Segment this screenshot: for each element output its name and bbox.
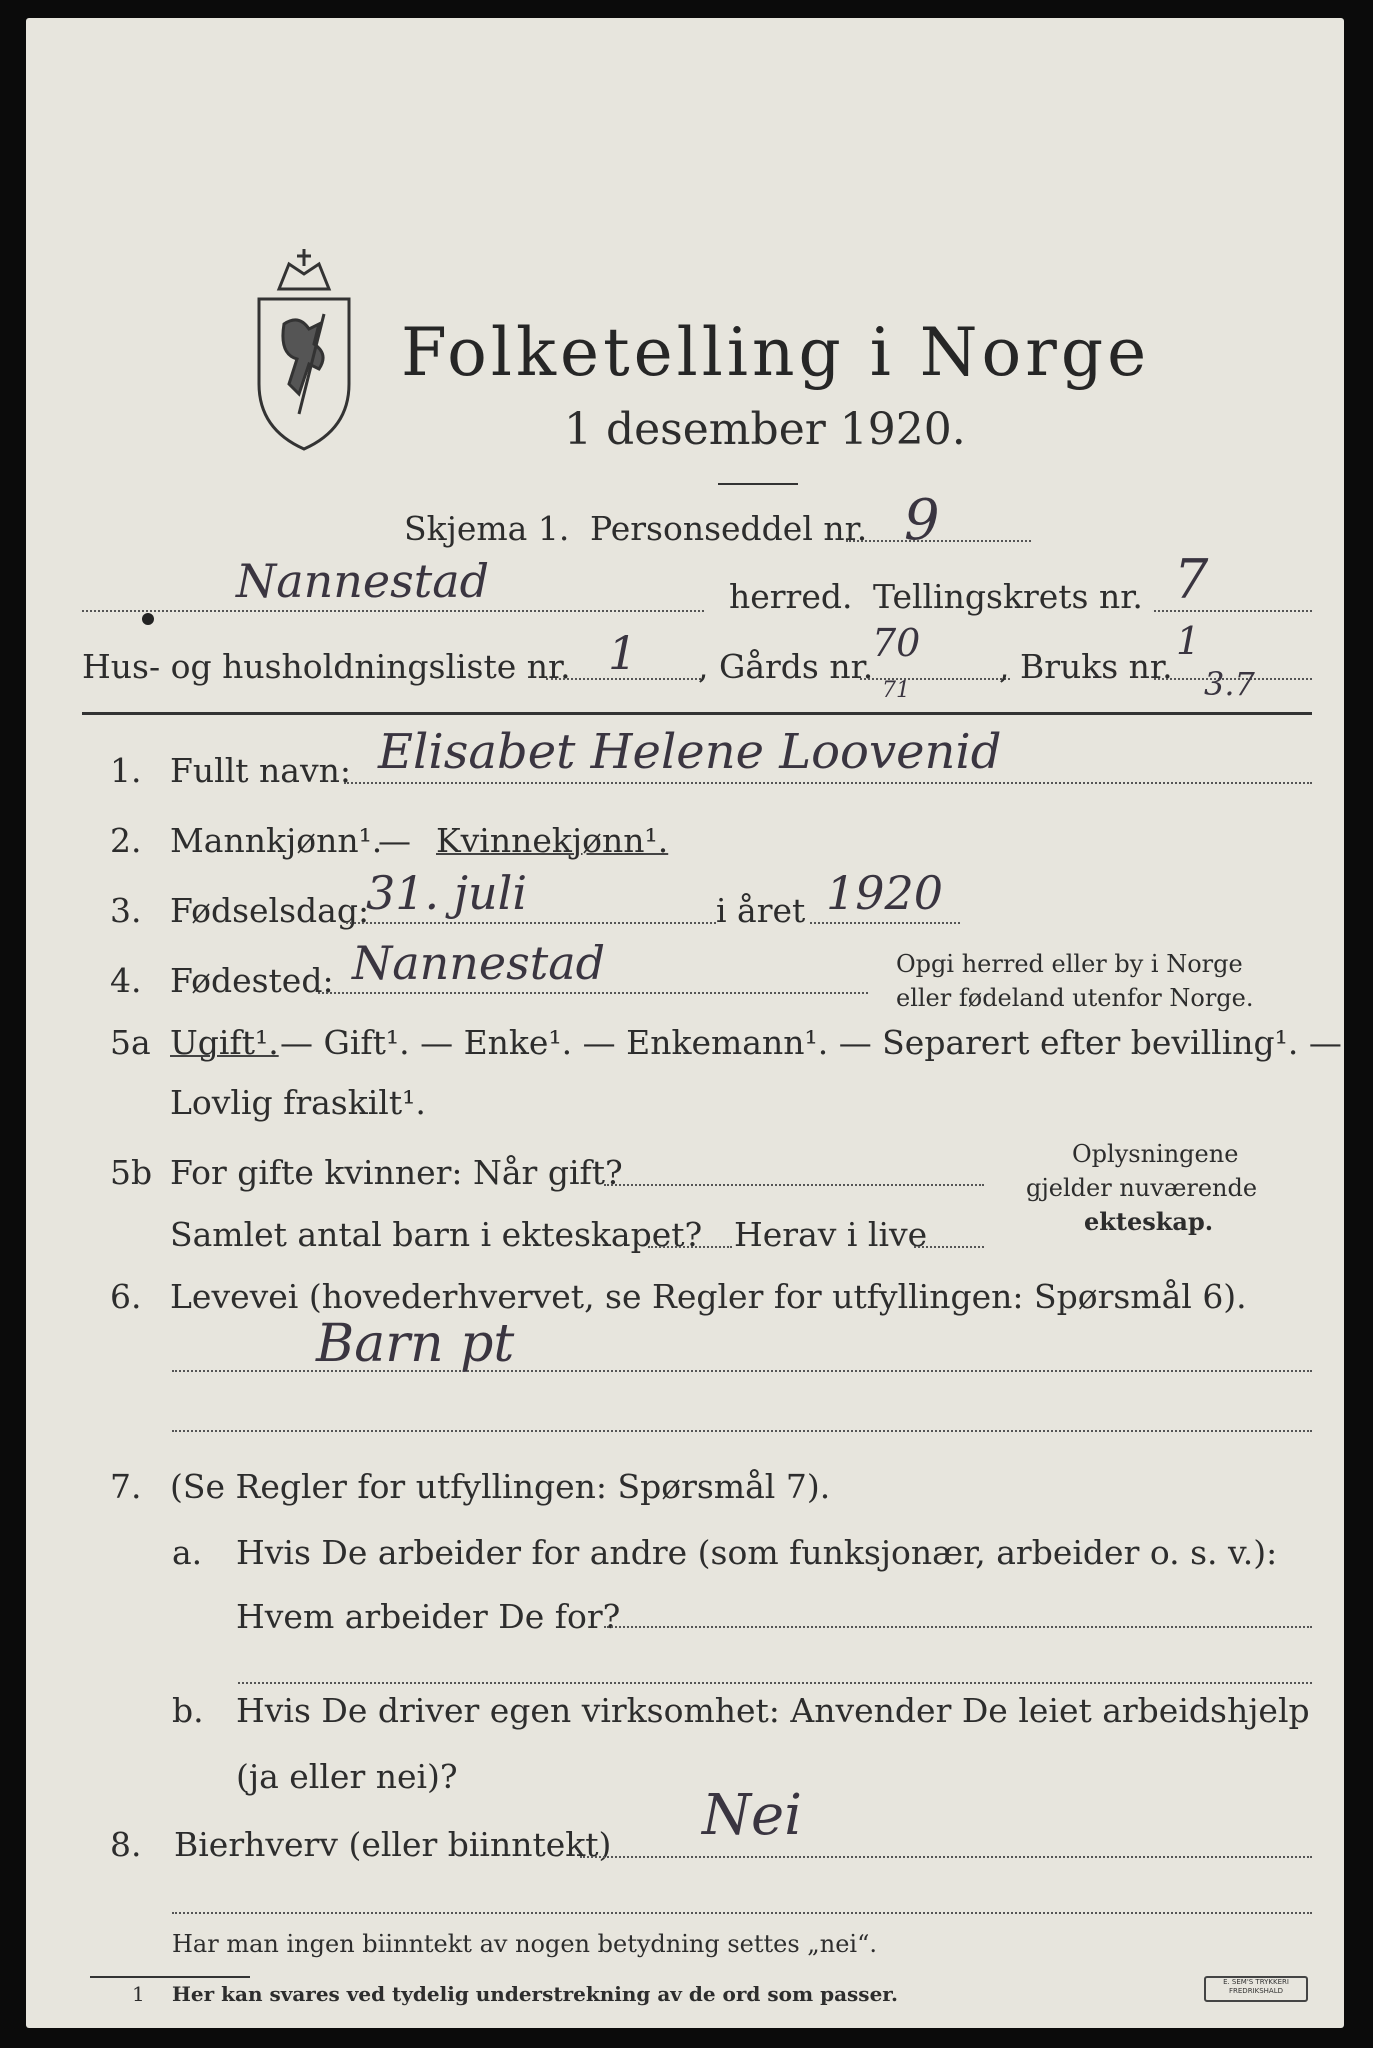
q7b-label: Hvis De driver egen virksomhet: Anvender De leiet arbeidshjelp bbox=[236, 1691, 1310, 1730]
q6-line-2 bbox=[172, 1430, 1312, 1432]
q2-dash: — bbox=[378, 821, 411, 860]
gards-value: 70 bbox=[872, 621, 921, 665]
q1-value: Elisabet Helene Loovenid bbox=[378, 724, 1002, 780]
q1-number: 1. bbox=[110, 751, 142, 790]
q2-mann: Mannkjønn¹. bbox=[170, 821, 383, 860]
q5b-children-line bbox=[648, 1246, 732, 1248]
personseddel-label: Personseddel nr. bbox=[590, 509, 868, 548]
hus-label: Hus- og husholdningsliste nr. bbox=[82, 647, 571, 686]
q6-label: Levevei (hovederhvervet, se Regler for utfyllingen: Spørsmål 6). bbox=[170, 1277, 1247, 1316]
q5b-herav: Herav i live bbox=[734, 1215, 928, 1254]
q5b-label-1: For gifte kvinner: Når gift? bbox=[170, 1153, 623, 1192]
q3-label: Fødselsdag: bbox=[170, 891, 370, 930]
q5b-married-line bbox=[604, 1184, 984, 1186]
q5b-alive-line bbox=[914, 1246, 984, 1248]
q4-number: 4. bbox=[110, 961, 142, 1000]
q7-number: 7. bbox=[110, 1467, 142, 1506]
q5a-lovlig: Lovlig fraskilt¹. bbox=[170, 1083, 426, 1122]
herred-value: Nannestad bbox=[236, 554, 490, 608]
herred-label: herred. bbox=[729, 577, 853, 616]
q7a-label-2: Hvem arbeider De for? bbox=[236, 1597, 621, 1636]
q2-kvinne: Kvinnekjønn¹. bbox=[436, 821, 669, 860]
q7a-line-2 bbox=[238, 1682, 1312, 1684]
census-date: 1 desember 1920. bbox=[564, 404, 966, 455]
q3-value: 31. juli bbox=[366, 866, 528, 920]
q5b-note-3: ekteskap. bbox=[1084, 1207, 1214, 1236]
q3-year-line bbox=[810, 922, 960, 924]
personseddel-value: 9 bbox=[904, 488, 940, 553]
q5a-ugift: Ugift¹. bbox=[170, 1023, 279, 1062]
herred-line bbox=[234, 610, 704, 612]
q5b-note-1: Oplysningene bbox=[1072, 1140, 1239, 1168]
q6-number: 6. bbox=[110, 1277, 142, 1316]
q7a-letter: a. bbox=[172, 1533, 203, 1572]
q5b-label-2: Samlet antal barn i ekteskapet? bbox=[170, 1215, 703, 1254]
q8-value: Nei bbox=[702, 1783, 803, 1848]
q4-line bbox=[318, 992, 868, 994]
gards-label: , Gårds nr. bbox=[698, 647, 874, 686]
census-form bbox=[26, 18, 1344, 2028]
bruks-label: , Bruks nr. bbox=[999, 647, 1173, 686]
footnote-number: 1 bbox=[132, 1982, 145, 2006]
q3-line bbox=[346, 922, 716, 924]
herred-line-left bbox=[82, 610, 232, 612]
q7a-label: Hvis De arbeider for andre (som funksjonær, arbeider o. s. v.): bbox=[236, 1533, 1278, 1572]
q3-number: 3. bbox=[110, 891, 142, 930]
q1-label: Fullt navn: bbox=[170, 751, 351, 790]
q5a-number: 5a bbox=[110, 1023, 151, 1062]
ink-dot bbox=[142, 613, 154, 625]
printer-stamp: E. SEM'S TRYKKERI FREDRIKSHALD bbox=[1204, 1976, 1308, 2002]
form-title: Folketelling i Norge bbox=[401, 314, 1151, 391]
q7b-letter: b. bbox=[172, 1691, 204, 1730]
q5b-note-2: gjelder nuværende bbox=[1026, 1174, 1258, 1202]
q8-line-2 bbox=[172, 1912, 1312, 1914]
skjema-label: Skjema 1. bbox=[404, 509, 570, 548]
title-divider bbox=[718, 483, 798, 485]
q4-value: Nannestad bbox=[352, 936, 606, 990]
q4-note-2: eller fødeland utenfor Norge. bbox=[896, 984, 1254, 1012]
footnote-divider bbox=[90, 1976, 250, 1978]
q7b-label-2: (ja eller nei)? bbox=[236, 1757, 458, 1796]
hus-value: 1 bbox=[608, 626, 638, 680]
q5a-options: — Gift¹. — Enke¹. — Enkemann¹. — Separert efter bevilling¹. — bbox=[280, 1023, 1342, 1062]
bruks-value: 1 bbox=[1176, 619, 1201, 663]
norway-coat-of-arms-icon bbox=[239, 244, 369, 454]
q6-value: Barn pt bbox=[316, 1314, 515, 1374]
bruks-value-2: 3.7 bbox=[1204, 665, 1255, 703]
q4-label: Fødested: bbox=[170, 961, 334, 1000]
footnote-text: Her kan svares ved tydelig understrekning av de ord som passer. bbox=[172, 1982, 898, 2006]
q3-year: 1920 bbox=[826, 866, 944, 920]
footer-note: Har man ingen biinntekt av nogen betydning settes „nei“. bbox=[172, 1930, 877, 1958]
q8-number: 8. bbox=[110, 1825, 142, 1864]
section-divider bbox=[82, 712, 1312, 715]
q8-label: Bierhverv (eller biinntekt) bbox=[174, 1825, 612, 1864]
q5b-number: 5b bbox=[110, 1153, 153, 1192]
q7-label: (Se Regler for utfyllingen: Spørsmål 7). bbox=[170, 1467, 831, 1506]
q2-number: 2. bbox=[110, 821, 142, 860]
q1-line bbox=[344, 782, 1312, 784]
q4-note-1: Opgi herred eller by i Norge bbox=[896, 950, 1243, 978]
q8-line-1 bbox=[580, 1856, 1312, 1858]
q7a-line-1 bbox=[604, 1626, 1312, 1628]
tellingskrets-label: Tellingskrets nr. bbox=[873, 577, 1143, 616]
gards-value-2: 71 bbox=[882, 678, 910, 703]
q3-aret: i året bbox=[716, 891, 806, 930]
tellingskrets-value: 7 bbox=[1174, 548, 1209, 611]
